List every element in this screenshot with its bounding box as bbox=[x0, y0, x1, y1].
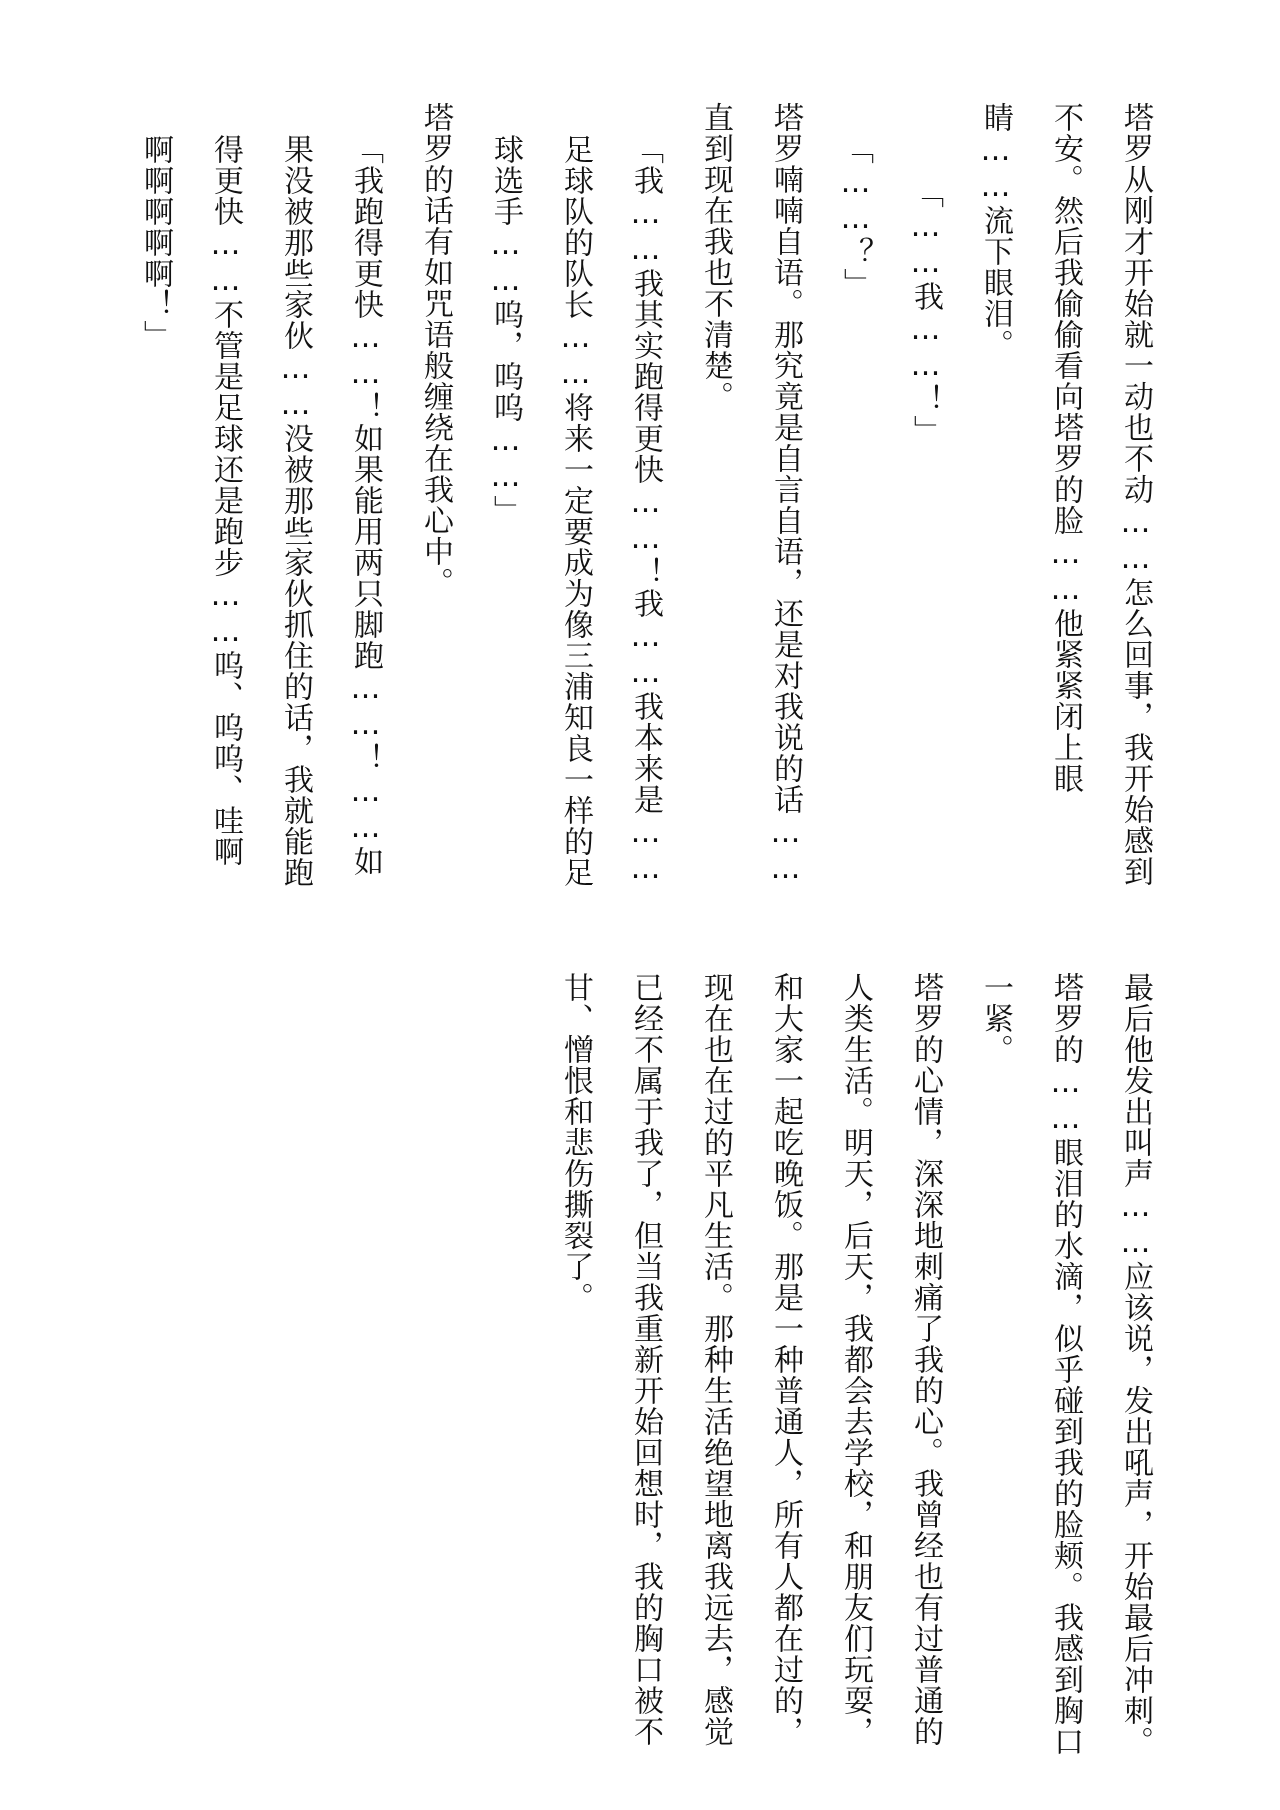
paragraph-dialogue: 「……我……！」 bbox=[908, 178, 943, 446]
paragraph-narration: 塔罗的心情，深深地刺痛了我的心。我曾经也有过普通的人类生活。明天，后天，我都会去学校，和朋友们玩耍，和大家一起吃晚饭。那是一种普通人，所有人都在过的，现在也在过的平凡生活。那种生活绝望地离我远去，感觉已经不属于我了，但当我重新开始回想时，我的胸口被不甘、憎恨和悲伤撕裂了。 bbox=[558, 972, 943, 1747]
paragraph-narration: 塔罗的话有如咒语般缠绕在我心中。 bbox=[418, 102, 453, 598]
paragraph-dialogue: 「我……我其实跑得更快……！我……我本来是……足球队的队长……将来一定要成为像三浦知良一样的足球选手……呜，呜呜……」 bbox=[488, 134, 663, 888]
paragraph-narration: 最后他发出叫声……应该说，发出吼声，开始最后冲刺。 bbox=[1118, 972, 1153, 1757]
paragraph-dialogue: 「……？」 bbox=[838, 134, 873, 299]
paragraph-narration: 塔罗的……眼泪的水滴，似乎碰到我的脸颊。我感到胸口一紧。 bbox=[978, 972, 1083, 1757]
paragraph-narration: 塔罗从刚才开始就一动也不动……怎么回事，我开始感到不安。然后我偷偷看向塔罗的脸……他紧紧闭上眼睛……流下眼泪。 bbox=[978, 102, 1153, 887]
text-block-lower bbox=[90, 940, 1170, 1760]
paragraph-narration: 塔罗喃喃自语。那究竟是自言自语，还是对我说的话……直到现在我也不清楚。 bbox=[698, 102, 803, 887]
paragraph-dialogue: 「我跑得更快……！如果能用两只脚跑……！……如果没被那些家伙……没被那些家伙抓住的话，我就能跑得更快……不管是足球还是跑步……呜、呜呜、哇啊啊啊啊啊啊！」 bbox=[138, 134, 383, 888]
text-block-upper bbox=[90, 70, 1170, 890]
